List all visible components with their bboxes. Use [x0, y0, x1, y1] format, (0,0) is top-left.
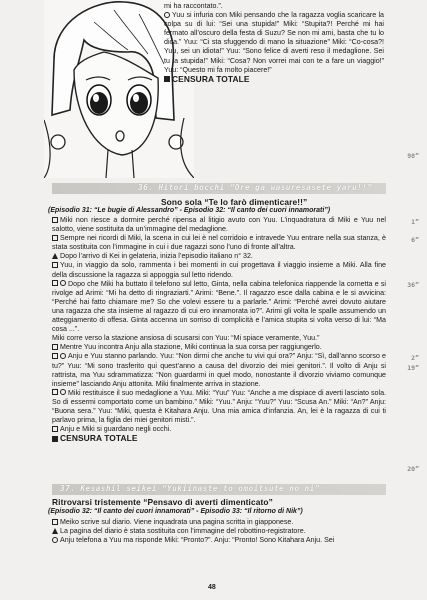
ep36-p5: Miki corre verso la stazione ansiosa di scusarsi con Yuu: “Mi spiace veramente, Yuu.” — [52, 334, 320, 343]
circle-marker-icon — [60, 280, 66, 286]
ep36-p3: Yuu, in viaggio da solo, rammenta i bei momenti in cui progettava il viaggio insieme a Miki. Alla fine della discussione la ragazza si appoggia sul letto ridendo. — [52, 261, 386, 279]
margin-duration: 36” — [407, 281, 419, 289]
triangle-marker-icon — [52, 528, 58, 534]
top-text-block — [164, 2, 384, 84]
box-marker-icon — [164, 76, 170, 82]
episode-37-title: Ritrovarsi tristemente “Pensavo di averti dimenticato” — [52, 497, 273, 507]
censura-label: CENSURA TOTALE — [172, 73, 250, 84]
ep37-paragraph — [52, 536, 386, 545]
top-line-1 — [164, 11, 384, 75]
margin-duration: 6” — [411, 236, 419, 244]
ep36-paragraph — [52, 252, 386, 261]
episode-36-bar-text: 36. Hitori bocchi “Ore ga wasuresasete yaru!!” — [138, 183, 373, 192]
ep36-p2: Dopo l’arrivo di Kei in gelateria, inizia l’episodio italiano n° 32. — [60, 252, 253, 261]
ep36-p0: Miki non riesce a dormire perché ripensa al litigio avuto con Yuu. L’inquadratura di Miki e Yuu nel salotto, viene sostituita da un’immagine del medaglione. — [52, 216, 386, 234]
box-marker-icon — [52, 235, 58, 241]
box-marker-icon — [52, 217, 58, 223]
circle-marker-icon — [52, 537, 58, 543]
censura-line — [164, 75, 384, 84]
episode-36-body — [52, 216, 386, 443]
episode-36-subtitle: (Episodio 31: “Le bugie di Alessandro” - Episodio 32: “Il canto dei cuori innamorati”) — [48, 207, 331, 214]
ep36-p4: Dopo che Miki ha buttato il telefono sul letto, Ginta, nella cabina telefonica riappende la cornetta e si rivolge ad Arimi: “Mi ha detto di ringraziarti.” Arimi: “Bene.”. Il ragazzo esce dalla cabina e le si avvicina: “Perché hai fatto chiamare me? So che volevi essere tu a parlarle.” Arimi: “Perché avrei dovuto aiutare una ragazza che sta insieme al ragazzo di cui ero innamorata io?”. Arimi gli volta le spalle assumendo un atteggiamento di offesa. Ginta accenna un sorriso di complicità e l’amica stupita si volta verso di lui: “Ma cosa ...”. — [52, 279, 386, 334]
top-line-0: mi ha raccontato.”. — [164, 2, 223, 10]
ep36-paragraph — [52, 261, 386, 279]
margin-duration: 20” — [407, 465, 419, 473]
top-line-1-text: Yuu si infuria con Miki pensando che la ragazza voglia scaricare la colpa su di lui: “Sei una stupida!” Miki: “Stupita?! Perché mi hai fermato all’oscuro della festa di Suzu? Se non mi ami, basta che tu lo dica.” Yuu: “Ci sta sfuggendo di mano la situazione” Miki: “Co-cosa?! Yuu, sei un idiota!” Yuu: “Sono felice di averti reso il medaglione. Sei tu la stupida!” Miki: “Cosa? Non vorrei mai con te a fare un viaggio!” Yuu: “Questo mi fa molto piacere!” — [164, 11, 384, 74]
box-marker-icon — [52, 280, 58, 286]
box-marker-icon — [52, 436, 58, 442]
box-marker-icon — [52, 353, 58, 359]
ep36-p9: Anju e Miki si guardano negli occhi. — [60, 425, 172, 434]
margin-duration: 2” — [411, 354, 419, 362]
episode-37-bar-text: 37. Kesashil seikei “Yukiinaste to omoitsute no ni” — [60, 484, 320, 493]
ep36-paragraph — [52, 389, 386, 425]
triangle-marker-icon — [52, 253, 58, 259]
margin-duration: 1” — [411, 218, 419, 226]
margin-duration: 98” — [407, 152, 419, 160]
episode-37-body — [52, 518, 386, 545]
ep36-p8: Miki restituisce il suo medaglione a Yuu. Miki: “Yuu” Yuu: “Anche a me dispiace di averti lasciato sola. So di essermi comportato come un bambino.” Miki: “Yuu.” Anju: “Yuu?” Yuu: “Scusa An.” Miki: “An?” Anju: “Buona sera.” Yuu: “Miki, questa è Kitahara Anju. Una mia amica d’infanzia. An, lei è la ragazza di cui ti parlavo prima, la figlia dei miei genitori misti.”. — [52, 388, 386, 425]
page-number: 48 — [208, 584, 216, 591]
ep36-paragraph — [52, 234, 386, 252]
circle-marker-icon — [60, 353, 66, 359]
box-marker-icon — [52, 344, 58, 350]
ep37-paragraph — [52, 527, 386, 536]
ep36-paragraph — [52, 334, 386, 343]
episode-37-subtitle: (Episodio 32: “Il canto dei cuori innamorati” - Episodio 33: “Il ritorno di Nik”) — [48, 508, 303, 515]
censura-line — [52, 434, 386, 443]
ep36-paragraph — [52, 352, 386, 388]
box-marker-icon — [52, 389, 58, 395]
ep37-p1: La pagina del diario è stata sostituita con l’immagine del robottino-registratore. — [60, 527, 306, 536]
box-marker-icon — [52, 262, 58, 268]
ep36-paragraph — [52, 216, 386, 234]
circle-marker-icon — [60, 389, 66, 395]
margin-duration: 19” — [407, 364, 419, 372]
episode-36-title: Sono sola “Te lo farò dimenticare!!” — [161, 197, 308, 207]
ep36-p7: Anju e Yuu stanno parlando. Yuu: “Non dirmi che anche tu vivi qui ora?” Anju: “Sì, dall’anno scorso e tu?” Yuu: “Mi sono trasferito qui quest’anno a causa del divorzio dei miei genitori.”. Il volto di Anju si rattrista, ma Yuu sdrammatizza: “Non guardarmi in quel modo, nonostante il divorzio viviamo comunque insieme” lasciando Anju attonita. Miki finalmente arriva in stazione. — [52, 352, 386, 388]
ep36-p6: Mentre Yuu incontra Anju alla stazione, Miki continua la sua corsa per raggiungerlo. — [60, 343, 322, 352]
censura-label: CENSURA TOTALE — [60, 433, 138, 444]
ep36-p1: Sempre nei ricordi di Miki, la scena in cui lei è nel corridoio e intravede Yuu entrare nella sua stanza, è stata sostituita con l’immagine in cui i due ragazzi sono l’uno di fronte all’altra. — [52, 234, 386, 252]
ep36-paragraph — [52, 280, 386, 335]
ep37-p0: Meiko scrive sul diario. Viene inquadrata una pagina scritta in giapponese. — [60, 518, 294, 526]
ep37-paragraph — [52, 518, 386, 527]
circle-marker-icon — [164, 12, 170, 18]
box-marker-icon — [52, 519, 58, 525]
ep37-p2: Anju telefona a Yuu ma risponde Miki: “Pronto?”. Anju: “Pronto! Sono Kitahara Anju. Sei — [60, 536, 335, 545]
ep36-paragraph — [52, 343, 386, 352]
box-marker-icon — [52, 426, 58, 432]
